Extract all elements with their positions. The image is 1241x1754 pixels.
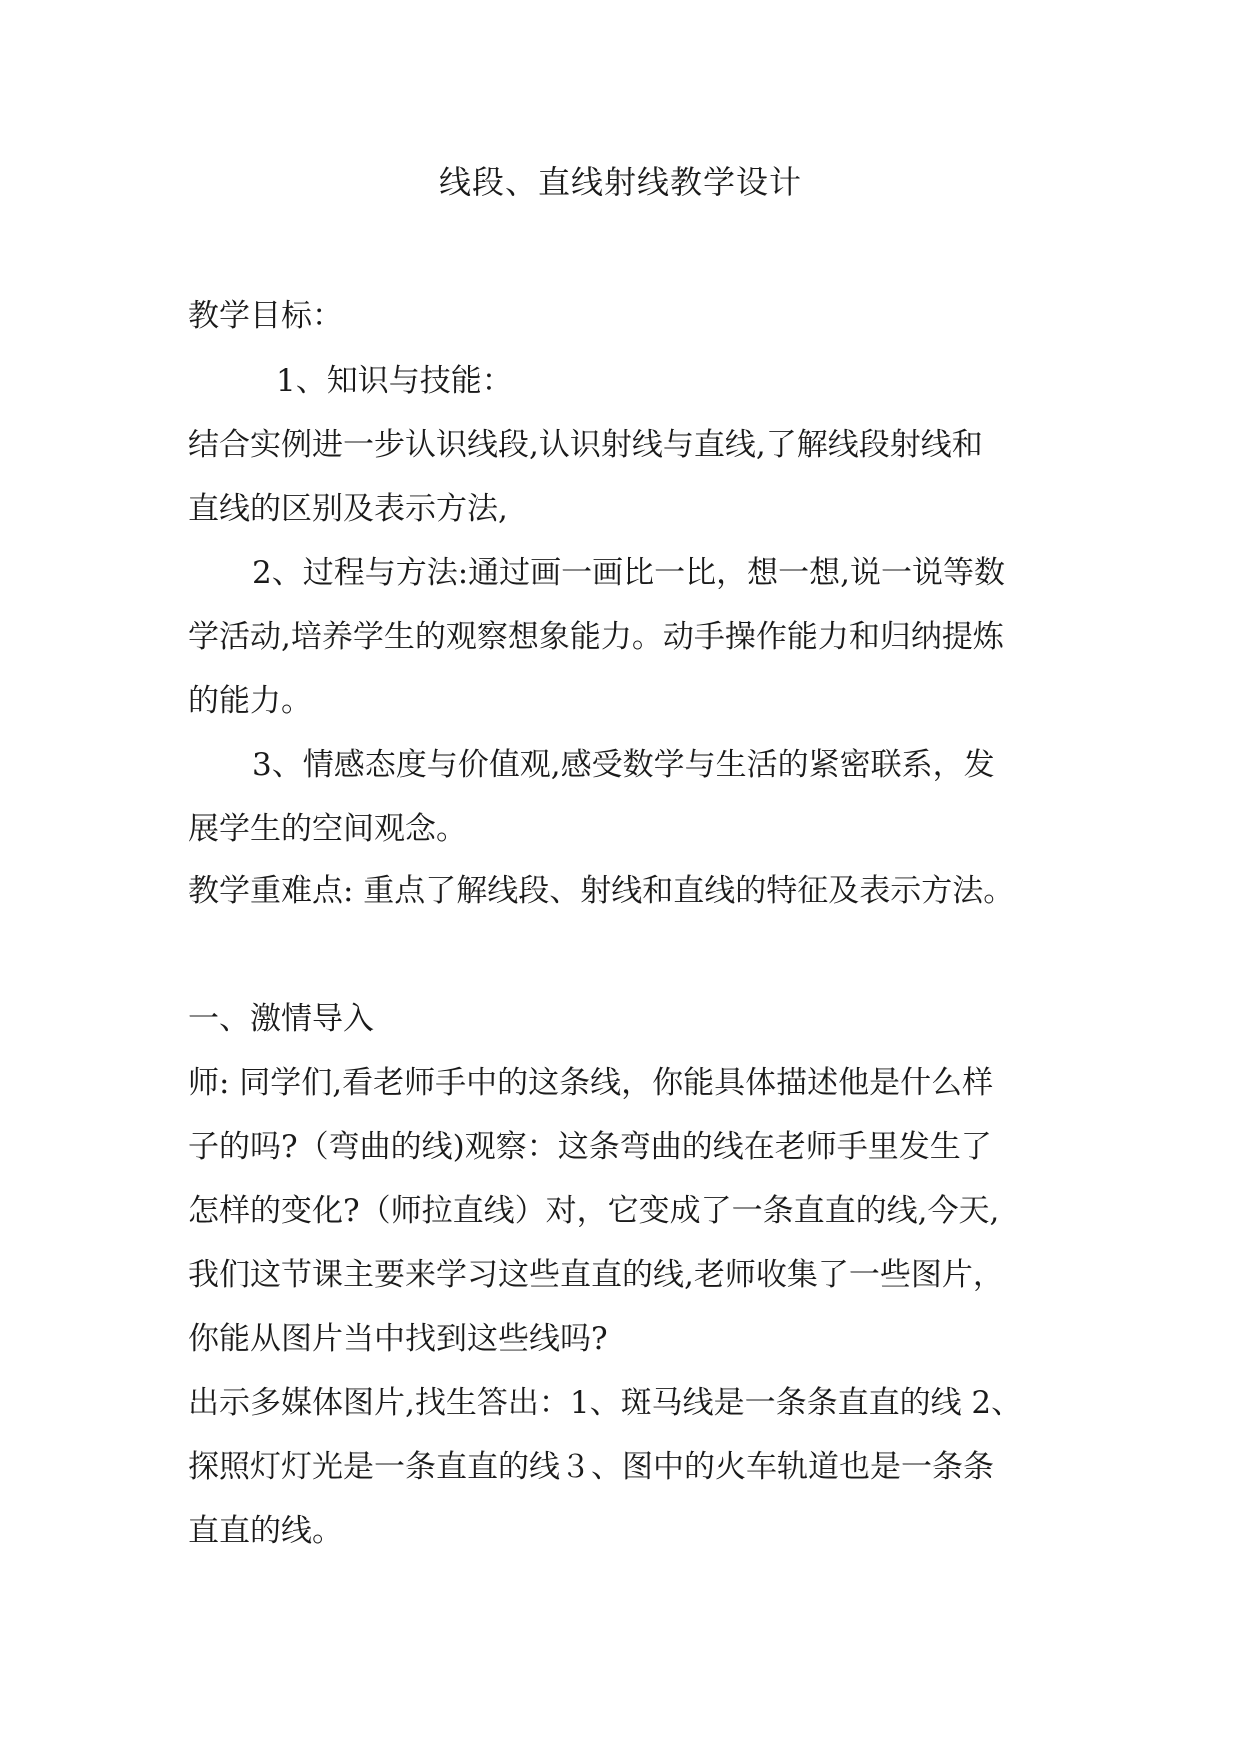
paragraph-line: 学活动,培养学生的观察想象能力。动手操作能力和归纳提炼 (188, 619, 1004, 655)
paragraph-line: 我们这节课主要来学习这些直直的线,老师收集了一些图片， (188, 1257, 1004, 1293)
paragraph-line: 师: 同学们,看老师手中的这条线，你能具体描述他是什么样 (188, 1065, 994, 1101)
section-key-points: 教学重难点: 重点了解线段、射线和直线的特征及表示方法。 (188, 873, 1015, 909)
section-heading-intro: 一、激情导入 (188, 1001, 374, 1037)
paragraph-line: 展学生的空间观念。 (188, 811, 467, 847)
objective-emotion-values: 3、情感态度与价值观,感受数学与生活的紧密联系，发 (252, 747, 995, 783)
paragraph-line: 直线的区别及表示方法, (188, 491, 508, 527)
objective-process-method: 2、过程与方法:通过画一画比一比，想一想,说一说等数 (252, 555, 1006, 591)
paragraph-line: 的能力。 (188, 683, 312, 719)
paragraph-line: 探照灯灯光是一条直直的线３、图中的火车轨道也是一条条 (188, 1449, 994, 1485)
paragraph-line: 直直的线。 (188, 1513, 343, 1549)
paragraph-line: 出示多媒体图片,找生答出：1、斑马线是一条条直直的线 2、 (188, 1385, 1023, 1421)
paragraph-line: 怎样的变化?（师拉直线）对，它变成了一条直直的线,今天, (188, 1193, 1000, 1229)
paragraph-line: 子的吗?（弯曲的线)观察：这条弯曲的线在老师手里发生了 (188, 1129, 992, 1165)
document-title: 线段、直线射线教学设计 (438, 163, 802, 201)
paragraph-line: 你能从图片当中找到这些线吗? (188, 1321, 608, 1357)
paragraph-line: 结合实例进一步认识线段,认识射线与直线,了解线段射线和 (188, 427, 983, 463)
section-heading-objectives: 教学目标： (188, 298, 343, 334)
objective-heading-knowledge: 1、知识与技能： (276, 363, 513, 399)
